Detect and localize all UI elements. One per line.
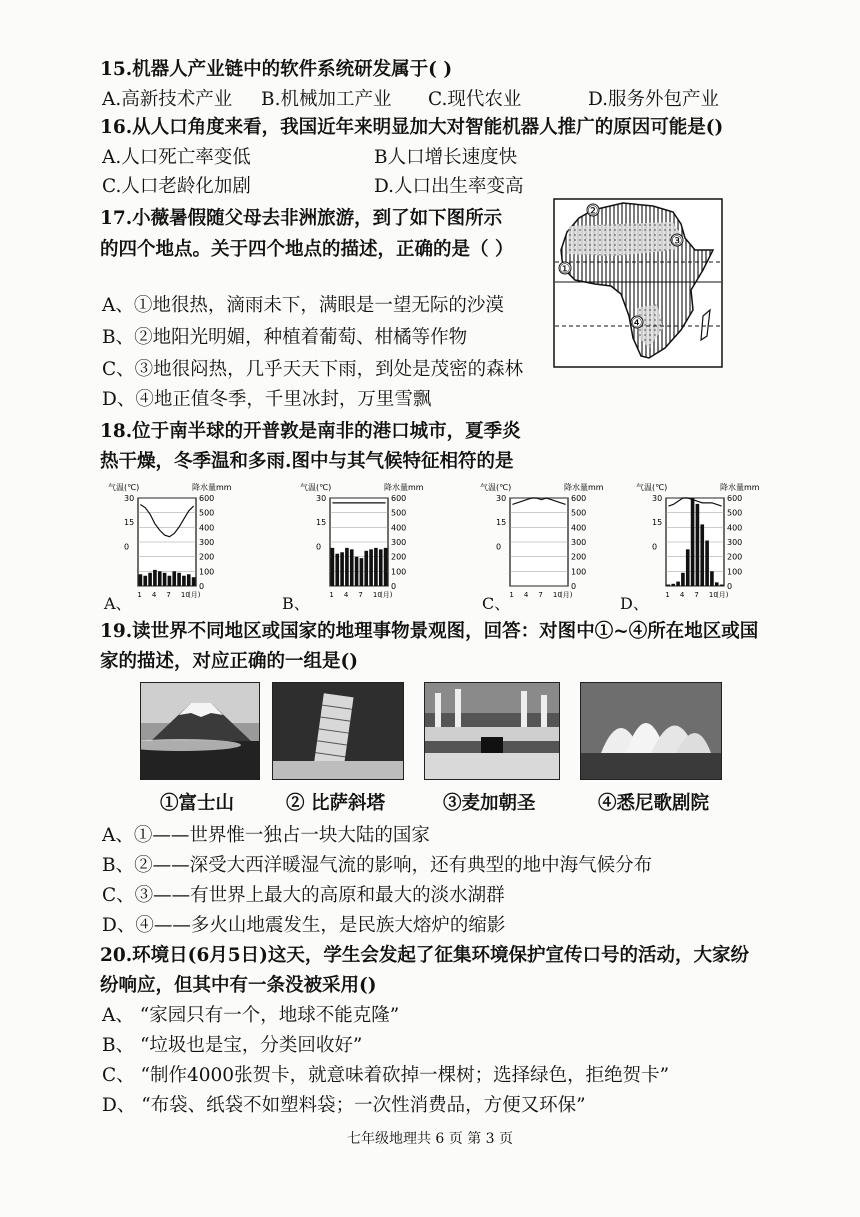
q16-option-c: C.人口老龄化加剧 [102, 176, 251, 197]
chart-a-temp-tick: 15 [124, 518, 135, 528]
chart-d-month-tick: 4 [679, 591, 685, 599]
q19-option-a: A、①——世界惟一独占一块大陆的国家 [102, 825, 430, 846]
q17-option-d: D、④地正值冬季，千里冰封，万里雪飘 [102, 389, 432, 410]
chart-d-temp-label: 气温(℃) [636, 483, 668, 492]
photo-mount-fuji [140, 682, 260, 780]
q20-option-a: A、 “家园只有一个，地球不能克隆” [102, 1005, 400, 1026]
chart-a-precip-bar [158, 571, 162, 586]
chart-c-month-tick: 7 [538, 591, 543, 599]
chart-a-precip-bar [139, 574, 143, 586]
chart-b-precip-bar [331, 548, 335, 586]
q18-stem-line1: 18.位于南半球的开普敦是南非的港口城市，夏季炎 [100, 421, 521, 442]
chart-a-precip-bar [172, 571, 176, 586]
chart-b-precip-tick: 400 [391, 523, 407, 533]
chart-d-precip-tick: 600 [727, 494, 743, 503]
chart-d-precip-tick: 200 [727, 552, 743, 562]
chart-a-temp-label: 气温(℃) [108, 483, 140, 492]
chart-d-precip-bar [691, 498, 695, 586]
map-marker-2: ② [587, 204, 599, 219]
chart-d-month-tick: (月) [716, 591, 729, 599]
photo-leaning-tower-of-pisa [272, 682, 404, 780]
chart-a-precip-bar [182, 576, 186, 586]
chart-a-precip-tick: 300 [199, 538, 215, 547]
photo-caption-4: ④悉尼歌剧院 [598, 793, 710, 814]
chart-a-precip-bar [148, 573, 152, 586]
chart-b-precip-tick: 200 [391, 552, 407, 562]
q20-option-d: D、 “布袋、纸袋不如塑料袋；一次性消费品，方便又环保” [102, 1095, 586, 1116]
chart-a-precip-tick: 200 [199, 552, 215, 562]
chart-b-precip-bar [384, 548, 388, 586]
chart-b-precip-tick: 600 [391, 494, 407, 503]
chart-b-precip-tick: 0 [391, 582, 397, 591]
q16-option-b: B人口增长速度快 [374, 147, 518, 168]
q16-stem: 16.从人口角度来看，我国近年来明显加大对智能机器人推广的原因可能是() [100, 117, 724, 138]
chart-d-precip-tick: 500 [727, 508, 743, 518]
map-marker-3: ③ [671, 234, 683, 249]
chart-d-precip-bar [715, 582, 719, 586]
chart-c-precip-tick: 400 [571, 523, 587, 533]
chart-b-precip-bar [369, 549, 373, 586]
chart-c-precip-tick: 300 [571, 538, 587, 547]
q20-option-b: B、 “垃圾也是宝，分类回收好” [102, 1035, 363, 1056]
chart-a-precip-bar [143, 576, 147, 586]
chart-c-precip-tick: 600 [571, 494, 587, 503]
chart-d-month-tick: 1 [665, 591, 670, 599]
chart-d-temp-tick: 0 [652, 542, 658, 552]
chart-a-temp-tick: 30 [124, 494, 135, 503]
q18-chart-letter-b: B、 [282, 594, 310, 613]
chart-b-precip-bar [350, 549, 354, 586]
photo-caption-3: ③麦加朝圣 [443, 793, 536, 814]
chart-c-temp-tick: 15 [496, 518, 507, 528]
chart-d-precip-bar [671, 584, 675, 586]
q15-option-c: C.现代农业 [428, 89, 522, 110]
chart-d-month-tick: 10 [708, 591, 718, 599]
q20-option-c: C、 “制作4000张贺卡，就意味着砍掉一棵树；选择绿色，拒绝贺卡” [102, 1065, 670, 1086]
chart-a-precip-tick: 400 [199, 523, 215, 533]
chart-a-precip-bar [192, 577, 196, 586]
map-marker-1: ① [559, 262, 571, 277]
q19-option-b: B、②——深受大西洋暖湿气流的影响，还有典型的地中海气候分布 [102, 855, 653, 876]
q20-stem-line2: 纷响应，但其中有一条没被采用() [100, 975, 377, 996]
chart-b-precip-bar [379, 549, 383, 586]
q18-chart-letter-a: A、 [104, 594, 132, 613]
chart-b-precip-bar [335, 554, 339, 586]
chart-d-precip-bar [667, 585, 671, 586]
q17-stem-line2: 的四个地点。关于四个地点的描述，正确的是（ ） [100, 239, 514, 260]
chart-b-precip-label: 降水量mm [384, 483, 424, 492]
chart-d-precip-bar [681, 573, 685, 586]
chart-d-precip-tick: 300 [727, 538, 743, 547]
photo-sydney-opera-house [580, 682, 722, 780]
chart-d-precip-tick: 100 [727, 567, 743, 577]
chart-a-temp-tick: 0 [124, 542, 130, 552]
q18-chart-letter-d: D、 [620, 594, 649, 613]
chart-b-precip-bar [340, 552, 344, 586]
chart-b-precip-bar [360, 558, 364, 586]
chart-d-precip-bar [696, 504, 700, 586]
chart-c-precip-tick: 200 [571, 552, 587, 562]
q20-stem-line1: 20.环境日(6月5日)这天，学生会发起了征集环境保护宣传口号的活动，大家纷 [100, 945, 749, 966]
q15-option-b: B.机械加工产业 [261, 89, 392, 110]
chart-d-temp-tick: 30 [652, 494, 663, 503]
q18-stem-line2: 热干燥，冬季温和多雨.图中与其气候特征相符的是 [100, 451, 514, 472]
q17-stem-line1: 17.小薇暑假随父母去非洲旅游，到了如下图所示 [100, 208, 503, 229]
chart-b-precip-tick: 500 [391, 508, 407, 518]
chart-a-precip-tick: 600 [199, 494, 215, 503]
chart-c-month-tick: 10 [552, 591, 562, 599]
chart-b-month-tick: 1 [329, 591, 334, 599]
chart-c-temp-tick: 0 [496, 542, 502, 552]
chart-a-precip-bar [187, 574, 191, 586]
chart-d-precip-tick: 0 [727, 582, 733, 591]
chart-a-precip-bar [168, 576, 172, 586]
chart-d-month-tick: 7 [694, 591, 699, 599]
q16-option-d: D.人口出生率变高 [374, 176, 524, 197]
chart-b-temp-tick: 30 [316, 494, 327, 503]
photo-mecca-pilgrimage [424, 682, 560, 780]
chart-a-precip-label: 降水量mm [192, 483, 232, 492]
q19-stem-line2: 家的描述，对应正确的一组是() [100, 651, 359, 672]
q18-chart-letter-c: C、 [482, 594, 511, 613]
chart-a-month-tick: 10 [180, 591, 190, 599]
chart-b-precip-bar [345, 548, 349, 586]
photo-caption-2: ② 比萨斜塔 [286, 793, 385, 814]
chart-b-temp-label: 气温(℃) [300, 483, 332, 492]
chart-b-precip-bar [355, 557, 359, 586]
chart-a-precip-bar [153, 570, 157, 586]
chart-a-precip-tick: 500 [199, 508, 215, 518]
q19-option-d: D、④——多火山地震发生，是民族大熔炉的缩影 [102, 915, 506, 936]
chart-b-precip-bar [374, 548, 378, 586]
map-marker-4: ④ [631, 316, 643, 331]
chart-b-month-tick: 10 [372, 591, 382, 599]
q17-option-a: A、①地很热，滴雨未下，满眼是一望无际的沙漠 [102, 295, 504, 316]
chart-b-precip-bar [364, 551, 368, 586]
chart-b-temp-tick: 0 [316, 542, 322, 552]
chart-d-precip-bar [676, 582, 680, 586]
chart-b-month-tick: (月) [380, 591, 393, 599]
chart-d-precip-tick: 400 [727, 523, 743, 533]
q15-stem: 15.机器人产业链中的软件系统研发属于( ) [100, 59, 453, 80]
chart-a-month-tick: (月) [188, 591, 201, 599]
chart-d-precip-bar [700, 524, 704, 586]
chart-b-precip-tick: 100 [391, 567, 407, 577]
q17-option-b: B、②地阳光明媚，种植着葡萄、柑橘等作物 [102, 327, 468, 348]
chart-d-precip-bar [686, 549, 690, 586]
chart-a-precip-bar [177, 573, 181, 586]
chart-c-precip-tick: 0 [571, 582, 577, 591]
chart-d-precip-bar [720, 585, 724, 586]
chart-a-month-tick: 7 [166, 591, 171, 599]
chart-b-month-tick: 7 [358, 591, 363, 599]
chart-a-month-tick: 4 [151, 591, 157, 599]
chart-c-temp-label: 气温(℃) [480, 483, 512, 492]
chart-b-precip-tick: 300 [391, 538, 407, 547]
chart-a-precip-tick: 0 [199, 582, 205, 591]
chart-d-temp-tick: 15 [652, 518, 663, 528]
chart-c-month-tick: 4 [523, 591, 529, 599]
chart-d-precip-label: 降水量mm [720, 483, 760, 492]
page-footer: 七年级地理共 6 页 第 3 页 [346, 1131, 514, 1147]
chart-c-precip-label: 降水量mm [564, 483, 604, 492]
photo-caption-1: ①富士山 [160, 793, 235, 814]
chart-b-month-tick: 4 [343, 591, 349, 599]
q19-option-c: C、③——有世界上最大的高原和最大的淡水湖群 [102, 885, 505, 906]
q15-option-d: D.服务外包产业 [588, 89, 720, 110]
q19-stem-line1: 19.读世界不同地区或国家的地理事物景观图，回答：对图中①~④所在地区或国 [100, 621, 759, 642]
q16-option-a: A.人口死亡率变低 [102, 147, 251, 168]
chart-d-precip-bar [705, 541, 709, 586]
chart-c-month-tick: 1 [509, 591, 514, 599]
chart-d-precip-bar [710, 571, 714, 586]
q17-option-c: C、③地很闷热，几乎天天下雨，到处是茂密的森林 [102, 359, 524, 380]
q15-option-a: A.高新技术产业 [102, 89, 233, 110]
chart-b-temp-tick: 15 [316, 518, 327, 528]
chart-c-temp-tick: 30 [496, 494, 507, 503]
chart-a-precip-tick: 100 [199, 567, 215, 577]
chart-c-precip-tick: 100 [571, 567, 587, 577]
chart-c-precip-tick: 500 [571, 508, 587, 518]
chart-c-month-tick: (月) [560, 591, 573, 599]
chart-a-month-tick: 1 [137, 591, 142, 599]
chart-a-precip-bar [163, 573, 167, 586]
